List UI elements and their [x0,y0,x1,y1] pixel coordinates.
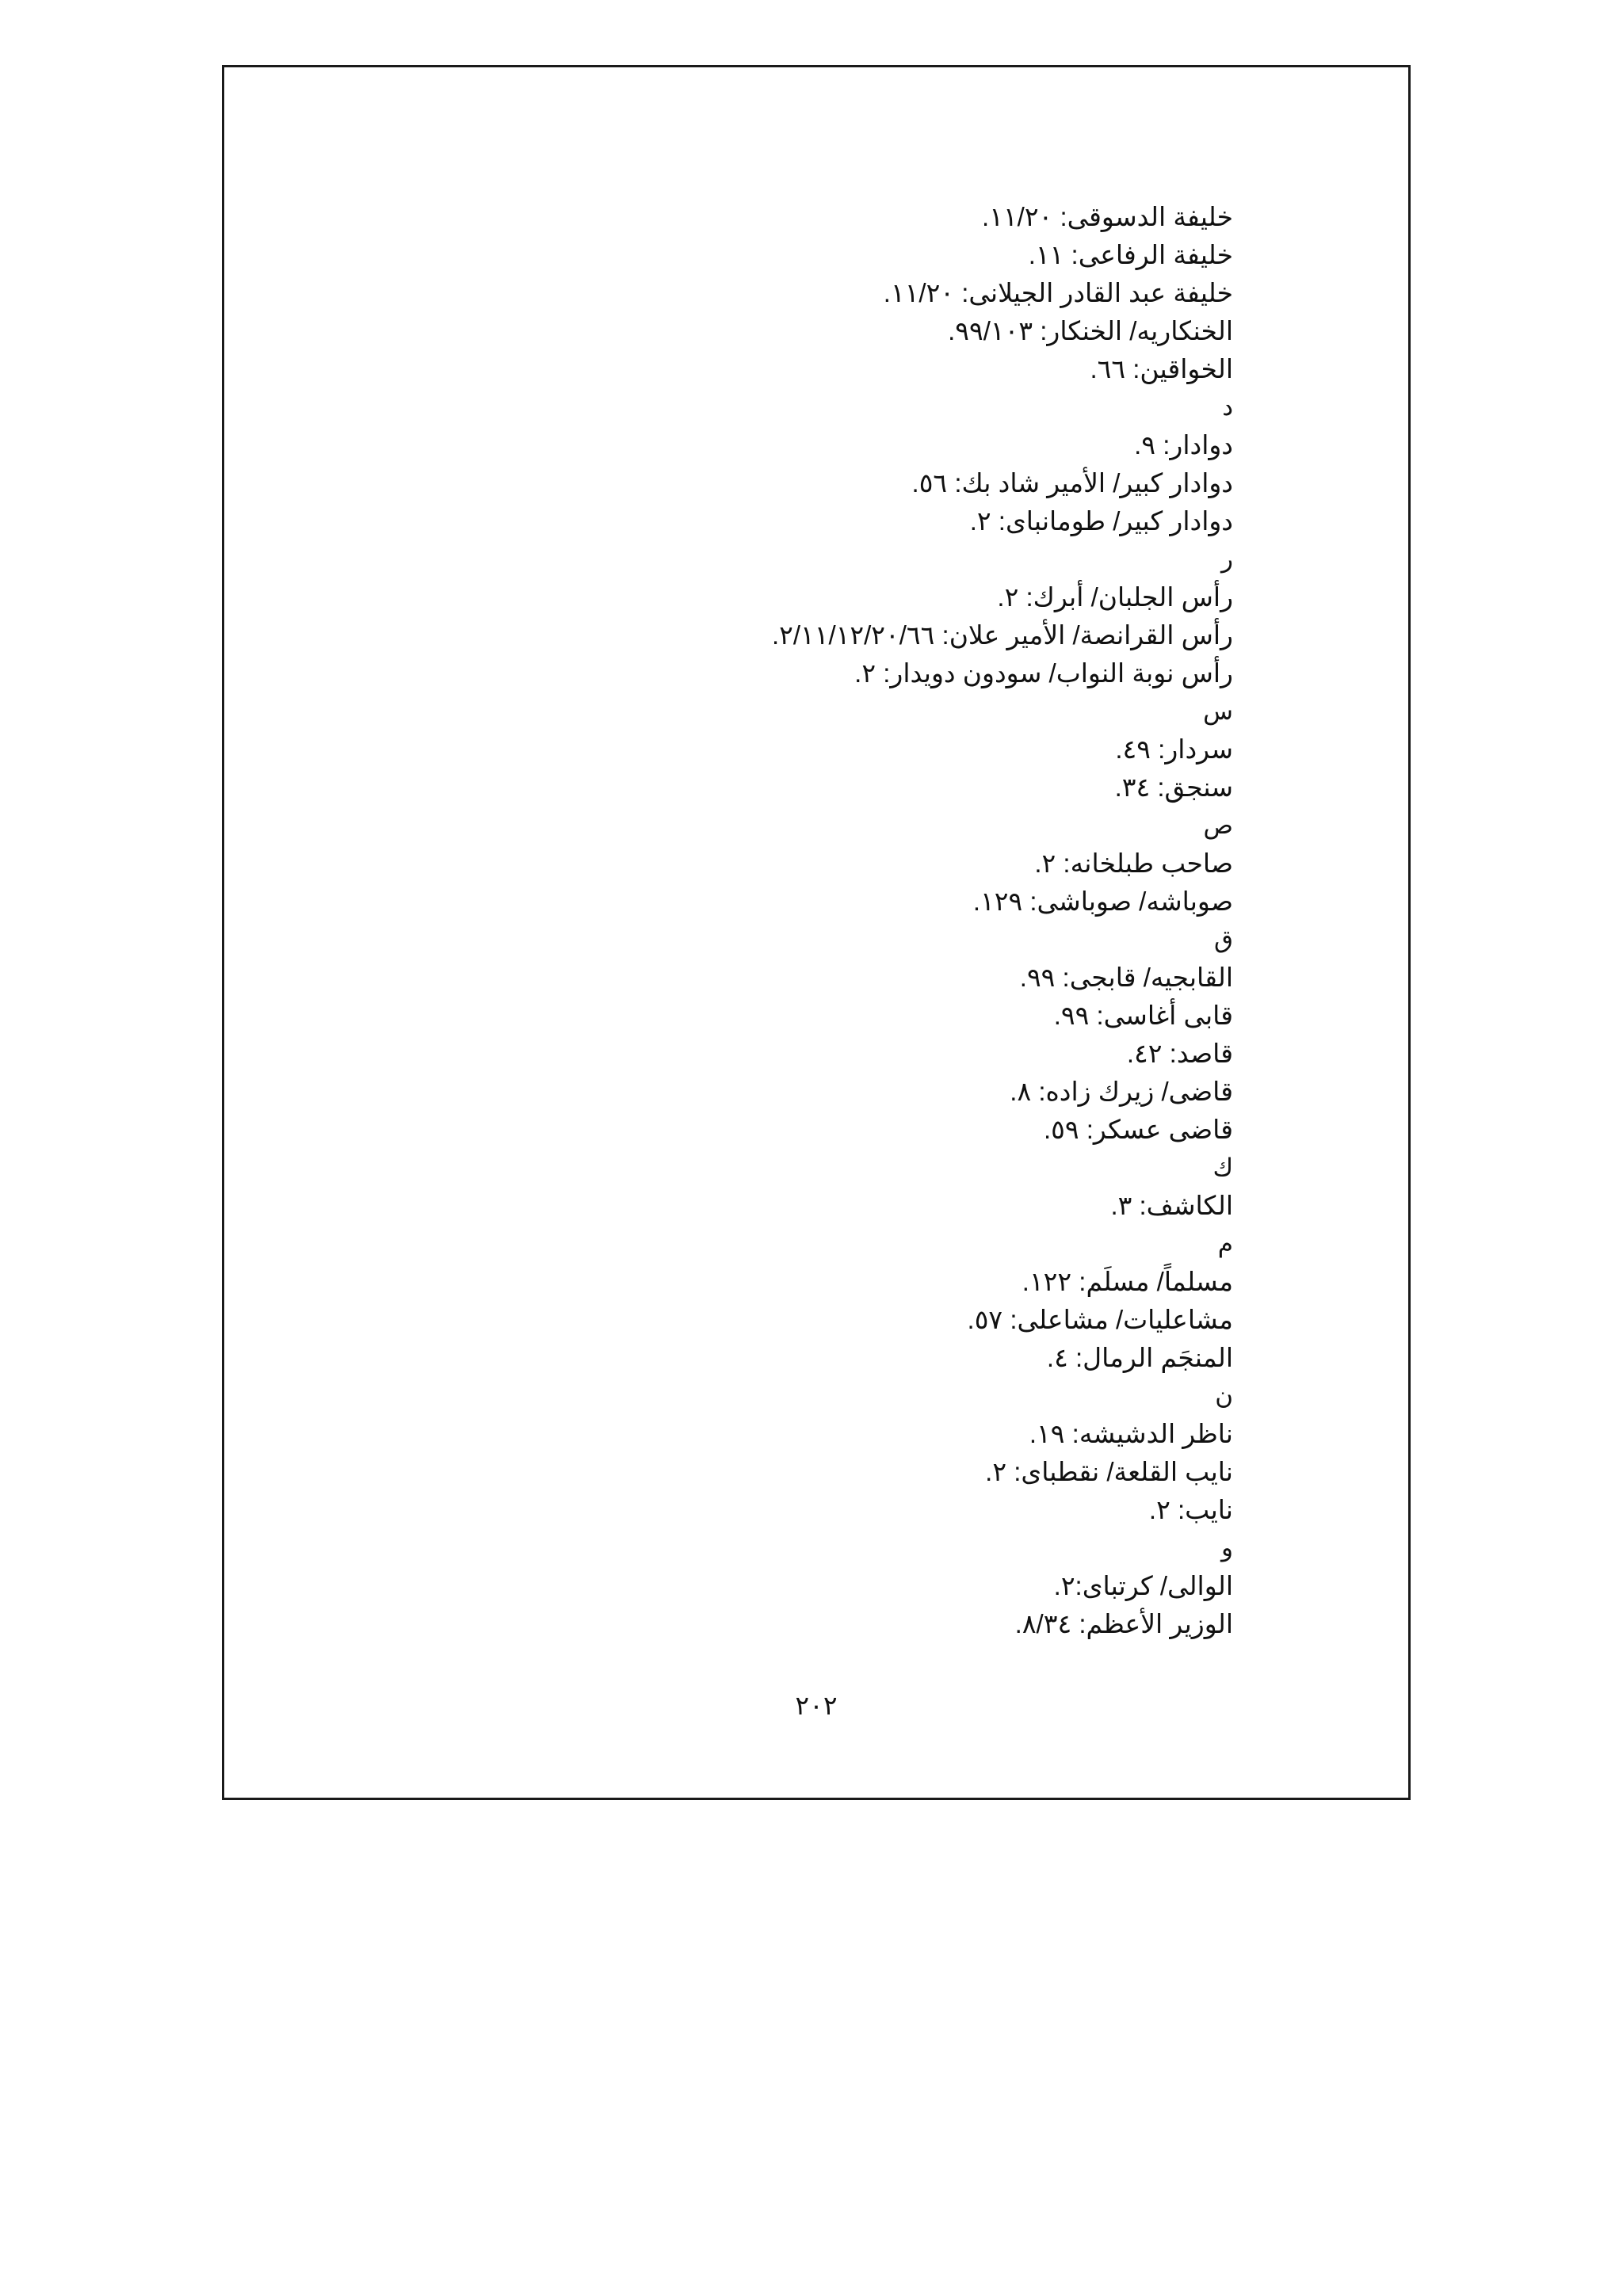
index-entry: سردار: ٤٩. [1115,734,1233,764]
index-entry: دوادار كبير/ طومانباى: ٢. [969,506,1233,536]
index-entry: رأس نوبة النواب/ سودون دويدار: ٢. [854,658,1233,688]
index-entry: دوادار: ٩. [1134,430,1233,460]
index-entry: رأس القرانصة/ الأمير علان: ٢/١١/١٢/٢٠/٦٦. [771,620,1233,650]
index-entry: القابجيه/ قابجى: ٩٩. [1019,963,1233,992]
section-letter: ر [1221,545,1233,573]
index-entry: الخواقين: ٦٦. [1090,354,1233,383]
index-entry: قابى أغاسى: ٩٩. [1053,1001,1233,1030]
index-entry: مسلماً/ مسلَم: ١٢٢. [1022,1267,1233,1296]
section-letter: ص [1203,811,1233,839]
section-letter: د [1222,393,1233,421]
index-entry: الوالى/ كرتباى:٢. [1053,1571,1233,1600]
section-letter: و [1221,1534,1233,1562]
index-entry: قاضى/ زيرك زاده: ٨. [1010,1077,1233,1106]
index-entry: سنجق: ٣٤. [1114,772,1233,802]
index-entry: خليفة عبد القادر الجيلانى: ١١/٢٠. [883,278,1233,307]
index-entry: مشاعليات/ مشاعلى: ٥٧. [967,1305,1233,1334]
index-entry: صوباشه/ صوباشى: ١٢٩. [972,887,1233,916]
index-entry: قاصد: ٤٢. [1126,1039,1233,1068]
index-entry: الوزير الأعظم: ٨/٣٤. [1014,1609,1233,1638]
index-entry: نايب: ٢. [1148,1495,1233,1524]
index-entry: نايب القلعة/ نقطباى: ٢. [985,1457,1233,1486]
section-letter: ك [1212,1154,1233,1181]
index-entry: قاضى عسكر: ٥٩. [1043,1115,1233,1144]
index-entry: ناظر الدشيشه: ١٩. [1029,1419,1233,1448]
index-entry: المنجَم الرمال: ٤. [1046,1343,1233,1372]
index-entry: الخنكاريه/ الخنكار: ٩٩/١٠٣. [948,316,1233,345]
index-entry: رأس الجلبان/ أبرك: ٢. [997,582,1233,612]
section-letter: س [1203,697,1233,725]
index-entry: الكاشف: ٣. [1110,1191,1233,1220]
index-entry: خليفة الدسوقى: ١١/٢٠. [982,202,1233,231]
index-entries [222,198,1233,1643]
index-entry: صاحب طبلخانه: ٢. [1034,849,1233,878]
section-letter: م [1217,1230,1233,1257]
page-number: ٢٠٢ [795,1692,838,1721]
index-entry: خليفة الرفاعى: ١١. [1028,240,1233,269]
section-letter: ن [1215,1382,1233,1409]
index-entry: دوادار كبير/ الأمير شاد بك: ٥٦. [911,468,1233,498]
section-letter: ق [1213,925,1233,953]
